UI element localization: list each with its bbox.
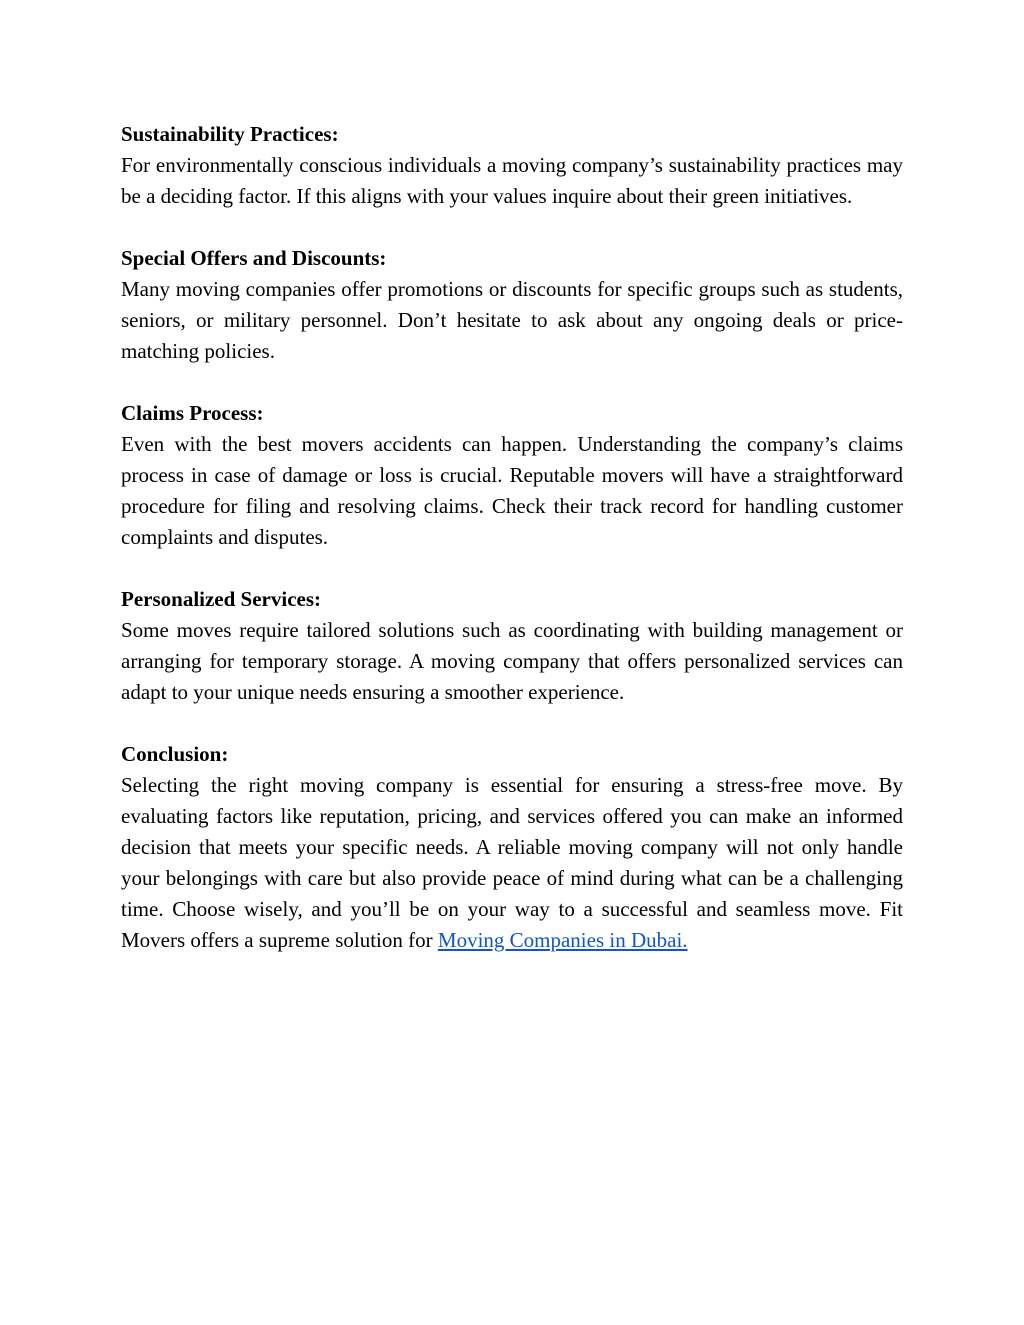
conclusion-paragraph xyxy=(121,770,903,956)
section-heading: Claims Process: xyxy=(121,401,264,425)
section-paragraph: Many moving companies offer promotions or discounts for specific groups such as students, seniors, or military personnel. Don’t hesitate to ask about any ongoing deals or price-matching policies. xyxy=(121,277,903,363)
section-heading: Special Offers and Discounts: xyxy=(121,246,387,270)
section-heading: Conclusion: xyxy=(121,742,229,766)
section-paragraph: For environmentally conscious individuals a moving company’s sustainability practices may be a deciding factor. If this aligns with your values inquire about their green initiatives. xyxy=(121,153,903,208)
section-personalized-services xyxy=(121,584,903,708)
section-sustainability xyxy=(121,119,903,212)
section-paragraph: Even with the best movers accidents can happen. Understanding the company’s claims process in case of damage or loss is crucial. Reputable movers will have a straightforward procedure for filing and resolving claims. Check their track record for handling customer complaints and disputes. xyxy=(121,432,903,549)
section-paragraph: Some moves require tailored solutions such as coordinating with building management or arranging for temporary storage. A moving company that offers personalized services can adapt to your unique needs ensuring a smoother experience. xyxy=(121,618,903,704)
document-page xyxy=(121,119,903,987)
section-claims-process xyxy=(121,398,903,553)
conclusion-text: Selecting the right moving company is essential for ensuring a stress-free move. By evaluating factors like reputation, pricing, and services offered you can make an informed decision that meets your specific needs. A reliable moving company will not only handle your belongings with care but also provide peace of mind during what can be a challenging time. Choose wisely, and you’ll be on your way to a successful and seamless move. Fit Movers offers a supreme solution for xyxy=(121,773,903,952)
section-conclusion xyxy=(121,739,903,956)
section-heading: Sustainability Practices: xyxy=(121,122,339,146)
section-heading: Personalized Services: xyxy=(121,587,322,611)
moving-companies-dubai-link[interactable]: Moving Companies in Dubai. xyxy=(437,928,688,952)
section-special-offers xyxy=(121,243,903,367)
